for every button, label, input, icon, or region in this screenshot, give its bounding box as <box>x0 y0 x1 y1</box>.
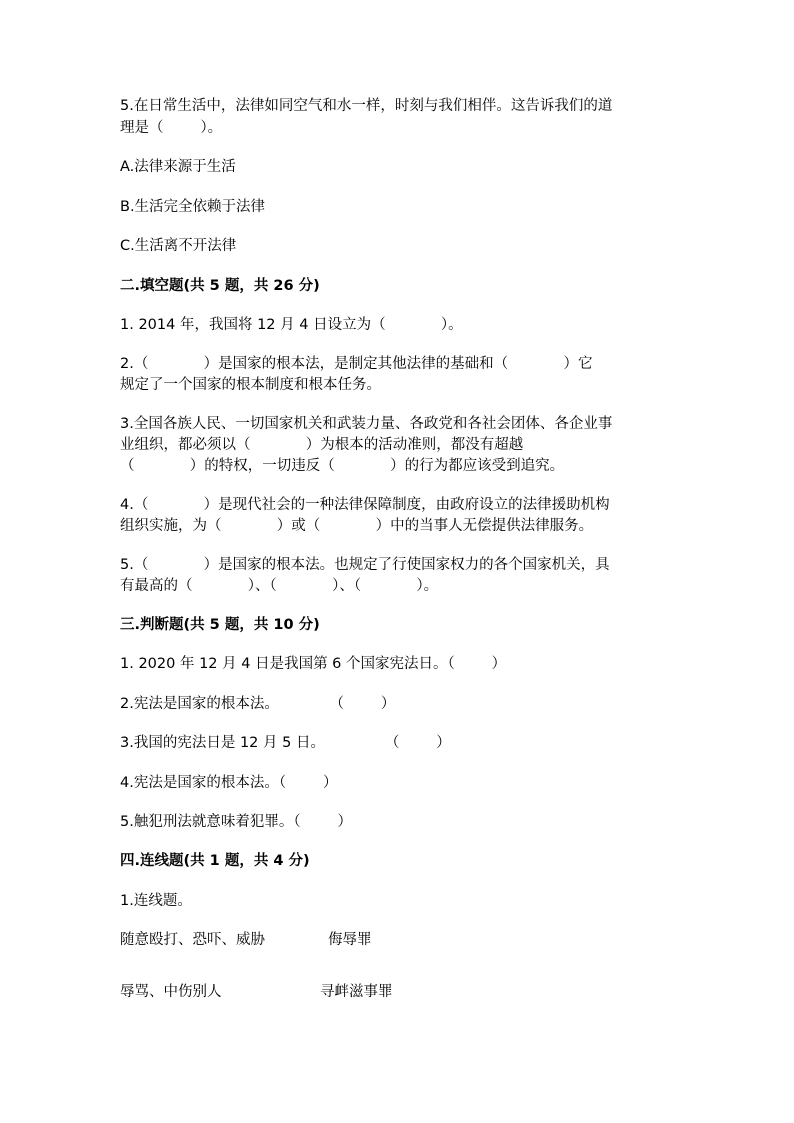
fill-q3-line3: （ ）的特权，一切违反（ ）的行为都应该受到追究。 <box>120 458 565 474</box>
fill-q3-line2: 业组织，都必须以（ ）为根本的活动准则，都没有超越 <box>120 437 524 453</box>
judge-q5: 5.触犯刑法就意味着犯罪。（ ） <box>120 814 352 830</box>
match-right-1: 侮辱罪 <box>328 932 372 948</box>
section2-heading: 二.填空题(共 5 题，共 26 分) <box>120 278 320 294</box>
section4-heading: 四.连线题(共 1 题，共 4 分) <box>120 853 310 869</box>
fill-q3-line1: 3.全国各族人民、一切国家机关和武装力量、各政党和各社会团体、各企业事 <box>120 416 613 432</box>
match-right-2: 寻衅滋事罪 <box>320 984 393 1000</box>
fill-q5-line1: 5.（ ）是国家的根本法。也规定了行使国家权力的各个国家机关，具 <box>120 557 610 573</box>
section3-heading: 三.判断题(共 5 题，共 10 分) <box>120 617 320 633</box>
fill-q5-line2: 有最高的（ ）、（ ）、（ ）。 <box>120 578 439 594</box>
judge-q1: 1. 2020 年 12 月 4 日是我国第 6 个国家宪法日。（ ） <box>120 656 507 672</box>
fill-q4-line1: 4.（ ）是现代社会的一种法律保障制度，由政府设立的法律援助机构 <box>120 497 610 513</box>
fill-q1: 1. 2014 年，我国将 12 月 4 日设立为（ ）。 <box>120 317 463 333</box>
q5-stem-line2: 理是（ ）。 <box>120 120 223 136</box>
match-q1: 1.连线题。 <box>120 893 192 909</box>
fill-q2-line1: 2.（ ）是国家的根本法，是制定其他法律的基础和（ ）它 <box>120 356 593 372</box>
q5-stem-line1: 5.在日常生活中，法律如同空气和水一样，时刻与我们相伴。这告诉我们的道 <box>120 98 613 114</box>
match-left-1: 随意殴打、恐吓、威胁 <box>120 932 265 948</box>
q5-option-c: C.生活离不开法律 <box>120 238 237 254</box>
q5-option-a: A.法律来源于生活 <box>120 159 236 175</box>
judge-q4: 4.宪法是国家的根本法。（ ） <box>120 775 338 791</box>
judge-q3: 3.我国的宪法日是 12 月 5 日。 （ ） <box>120 735 451 751</box>
fill-q4-line2: 组织实施，为（ ）或（ ）中的当事人无偿提供法律服务。 <box>120 518 594 534</box>
match-left-2: 辱骂、中伤别人 <box>120 984 222 1000</box>
fill-q2-line2: 规定了一个国家的根本制度和根本任务。 <box>120 377 381 393</box>
judge-q2: 2.宪法是国家的根本法。 （ ） <box>120 696 396 712</box>
q5-option-b: B.生活完全依赖于法律 <box>120 199 266 215</box>
